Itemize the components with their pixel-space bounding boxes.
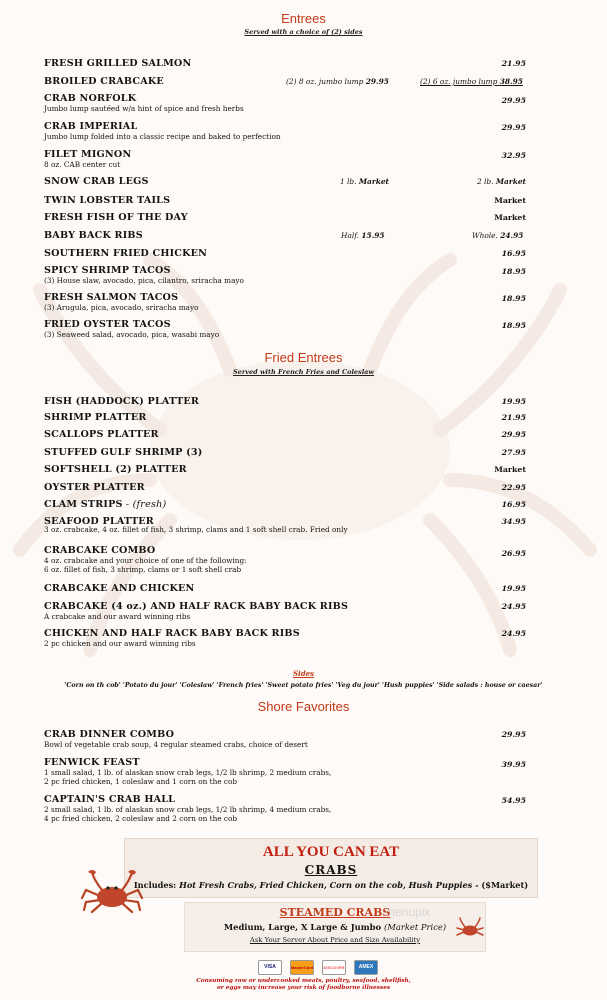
shore-favorites-title: Shore Favorites: [257, 699, 350, 714]
price: 27.95: [501, 448, 526, 457]
price: 16.95: [501, 500, 526, 509]
menu-item: CRAB IMPERIAL Jumbo lump folded into a classic recipe and baked to perfection 29.95: [44, 121, 526, 141]
option-2: (2) 6 oz. jumbo lump 38.95: [420, 77, 523, 86]
menu-item: FRESH SALMON TACOS (3) Arugula, pica, avocado, sriracha mayo 18.95: [44, 292, 526, 312]
aye-includes: Includes: Hot Fresh Crabs, Fried Chicken, Corn on the cob, Hush Puppies - ($Market): [133, 880, 529, 890]
all-you-can-eat-box: [124, 838, 538, 898]
menu-item: CLAM STRIPS - (fresh) 16.95: [44, 499, 526, 510]
price: 26.95: [501, 549, 526, 558]
menu-item: OYSTER PLATTER 22.95: [44, 482, 526, 493]
amex-icon: AMEX: [354, 960, 378, 975]
steamed-crabs-box: [184, 902, 486, 952]
price: 34.95: [501, 517, 526, 526]
price: Market: [494, 465, 526, 474]
menu-item: FISH (HADDOCK) PLATTER 19.95: [44, 396, 526, 407]
sides-title: Sides: [292, 669, 314, 678]
price: Market: [494, 196, 526, 205]
menu-item: CRABCAKE (4 oz.) AND HALF RACK BABY BACK RIBS A crabcake and our award winning ribs 24.95: [44, 601, 526, 621]
menu-item: FENWICK FEAST 1 small salad, 1 lb. of alaskan snow crab legs, 1/2 lb shrimp, 2 medium crabs, 2 pc fried chicken, 1 coleslaw and 1 corn on the cob 39.95: [44, 757, 526, 786]
menu-item: SCALLOPS PLATTER 29.95: [44, 429, 526, 440]
price: 29.95: [501, 123, 526, 132]
price: Market: [494, 213, 526, 222]
menu-item: SPICY SHRIMP TACOS (3) House slaw, avocado, pica, cilantro, sriracha mayo 18.95: [44, 265, 526, 285]
price: 29.95: [501, 730, 526, 739]
menu-item: TWIN LOBSTER TAILS Market: [44, 195, 526, 206]
menu-item: CRABCAKE AND CHICKEN 19.95: [44, 583, 526, 594]
price: 21.95: [501, 413, 526, 422]
menu-item: STUFFED GULF SHRIMP (3) 27.95: [44, 447, 526, 458]
price: 22.95: [501, 483, 526, 492]
menu-item: BABY BACK RIBS Half. 15.95 Whole. 24.95: [44, 230, 524, 241]
price: 18.95: [501, 321, 526, 330]
food-warning-line-2: or eggs may increase your risk of foodborne illnesses: [216, 985, 391, 991]
menu-item: CHICKEN AND HALF RACK BABY BACK RIBS 2 pc chicken and our award winning ribs 24.95: [44, 628, 526, 648]
price: 24.95: [501, 629, 526, 638]
visa-icon: VISA: [258, 960, 282, 975]
price: 32.95: [501, 151, 526, 160]
crab-icon-small: [454, 916, 486, 940]
price: 19.95: [501, 397, 526, 406]
aye-subtitle: CRABS: [304, 863, 358, 877]
option-2: 2 lb. Market: [477, 177, 526, 186]
price: 54.95: [501, 796, 526, 805]
menu-item: SOFTSHELL (2) PLATTER Market: [44, 464, 526, 475]
steamed-note: Ask Your Server About Price and Size Availability: [249, 936, 421, 944]
aye-title: ALL YOU CAN EAT: [262, 844, 400, 860]
menu-item: CRAB DINNER COMBO Bowl of vegetable crab soup, 4 regular steamed crabs, choice of desert 29.95: [44, 729, 526, 749]
price: 19.95: [501, 584, 526, 593]
menu-item: CRAB NORFOLK Jumbo lump sautéed w/a hint of spice and fresh herbs 29.95: [44, 93, 526, 113]
price: 24.95: [501, 602, 526, 611]
watermark-logo: menupix: [385, 905, 431, 919]
price: 29.95: [501, 96, 526, 105]
menu-item: SEAFOOD PLATTER 3 oz. crabcake, 4 oz. fillet of fish, 3 shrimp, clams and 1 soft shell crab. Fried only 34.95: [44, 516, 526, 534]
price: 18.95: [501, 294, 526, 303]
steamed-title: STEAMED CRABS: [279, 906, 391, 919]
price: 29.95: [501, 430, 526, 439]
menu-item: FRIED OYSTER TACOS (3) Seaweed salad, avocado, pica, wasabi mayo 18.95: [44, 319, 526, 339]
option-1: Half. 15.95: [341, 231, 385, 240]
menu-item: SOUTHERN FRIED CHICKEN 16.95: [44, 248, 526, 259]
crab-icon: [80, 868, 144, 916]
menu-item: CRABCAKE COMBO 4 oz. crabcake and your choice of one of the following: 6 oz. fillet of fish, 3 shrimp, clams or 1 soft shell crab 26.95: [44, 545, 526, 574]
entrees-title: Entrees: [281, 11, 326, 26]
option-1: 1 lb. Market: [340, 177, 389, 186]
mastercard-icon: MasterCard: [290, 960, 314, 975]
entrees-subtitle: Served with a choice of (2) sides: [244, 28, 363, 36]
menu-item: SHRIMP PLATTER 21.95: [44, 412, 526, 423]
fried-entrees-title: Fried Entrees: [264, 350, 343, 365]
menu-item: FRESH FISH OF THE DAY Market: [44, 212, 526, 223]
steamed-sizes: Medium, Large, X Large & Jumbo (Market Price): [223, 922, 447, 932]
discover-icon: DISCOVER: [322, 960, 346, 975]
sides-list: 'Corn on th cob' 'Potato du jour' 'Coleslaw' 'French fries' 'Sweet potato fries' 'Veg du jour' 'Hush puppies' 'Side salads : house or caesar': [64, 682, 543, 689]
price: 18.95: [501, 267, 526, 276]
menu-item: CAPTAIN'S CRAB HALL 2 small salad, 1 lb. of alaskan snow crab legs, 1/2 lb shrimp, 4 medium crabs, 4 pc fried chicken, 2 coleslaw and 2 corn on the cob 54.95: [44, 794, 526, 823]
menu-item: SNOW CRAB LEGS 1 lb. Market 2 lb. Market: [44, 176, 526, 187]
food-warning-line-1: Consuming raw or undercooked meats, poultry, seafood, shellfish,: [196, 978, 411, 984]
menu-item: FILET MIGNON 8 oz. CAB center cut 32.95: [44, 149, 526, 169]
option-2: Whole. 24.95: [472, 231, 524, 240]
price: 39.95: [501, 760, 526, 769]
menu-item: FRESH GRILLED SALMON 21.95: [44, 58, 526, 69]
menu-item: BROILED CRABCAKE (2) 8 oz. jumbo lump 29.95 (2) 6 oz. jumbo lump 38.95: [44, 76, 523, 87]
price: 21.95: [501, 59, 526, 68]
price: 16.95: [501, 249, 526, 258]
option-1: (2) 8 oz. jumbo lump 29.95: [286, 77, 389, 86]
fried-entrees-subtitle: Served with French Fries and Coleslaw: [232, 368, 374, 376]
